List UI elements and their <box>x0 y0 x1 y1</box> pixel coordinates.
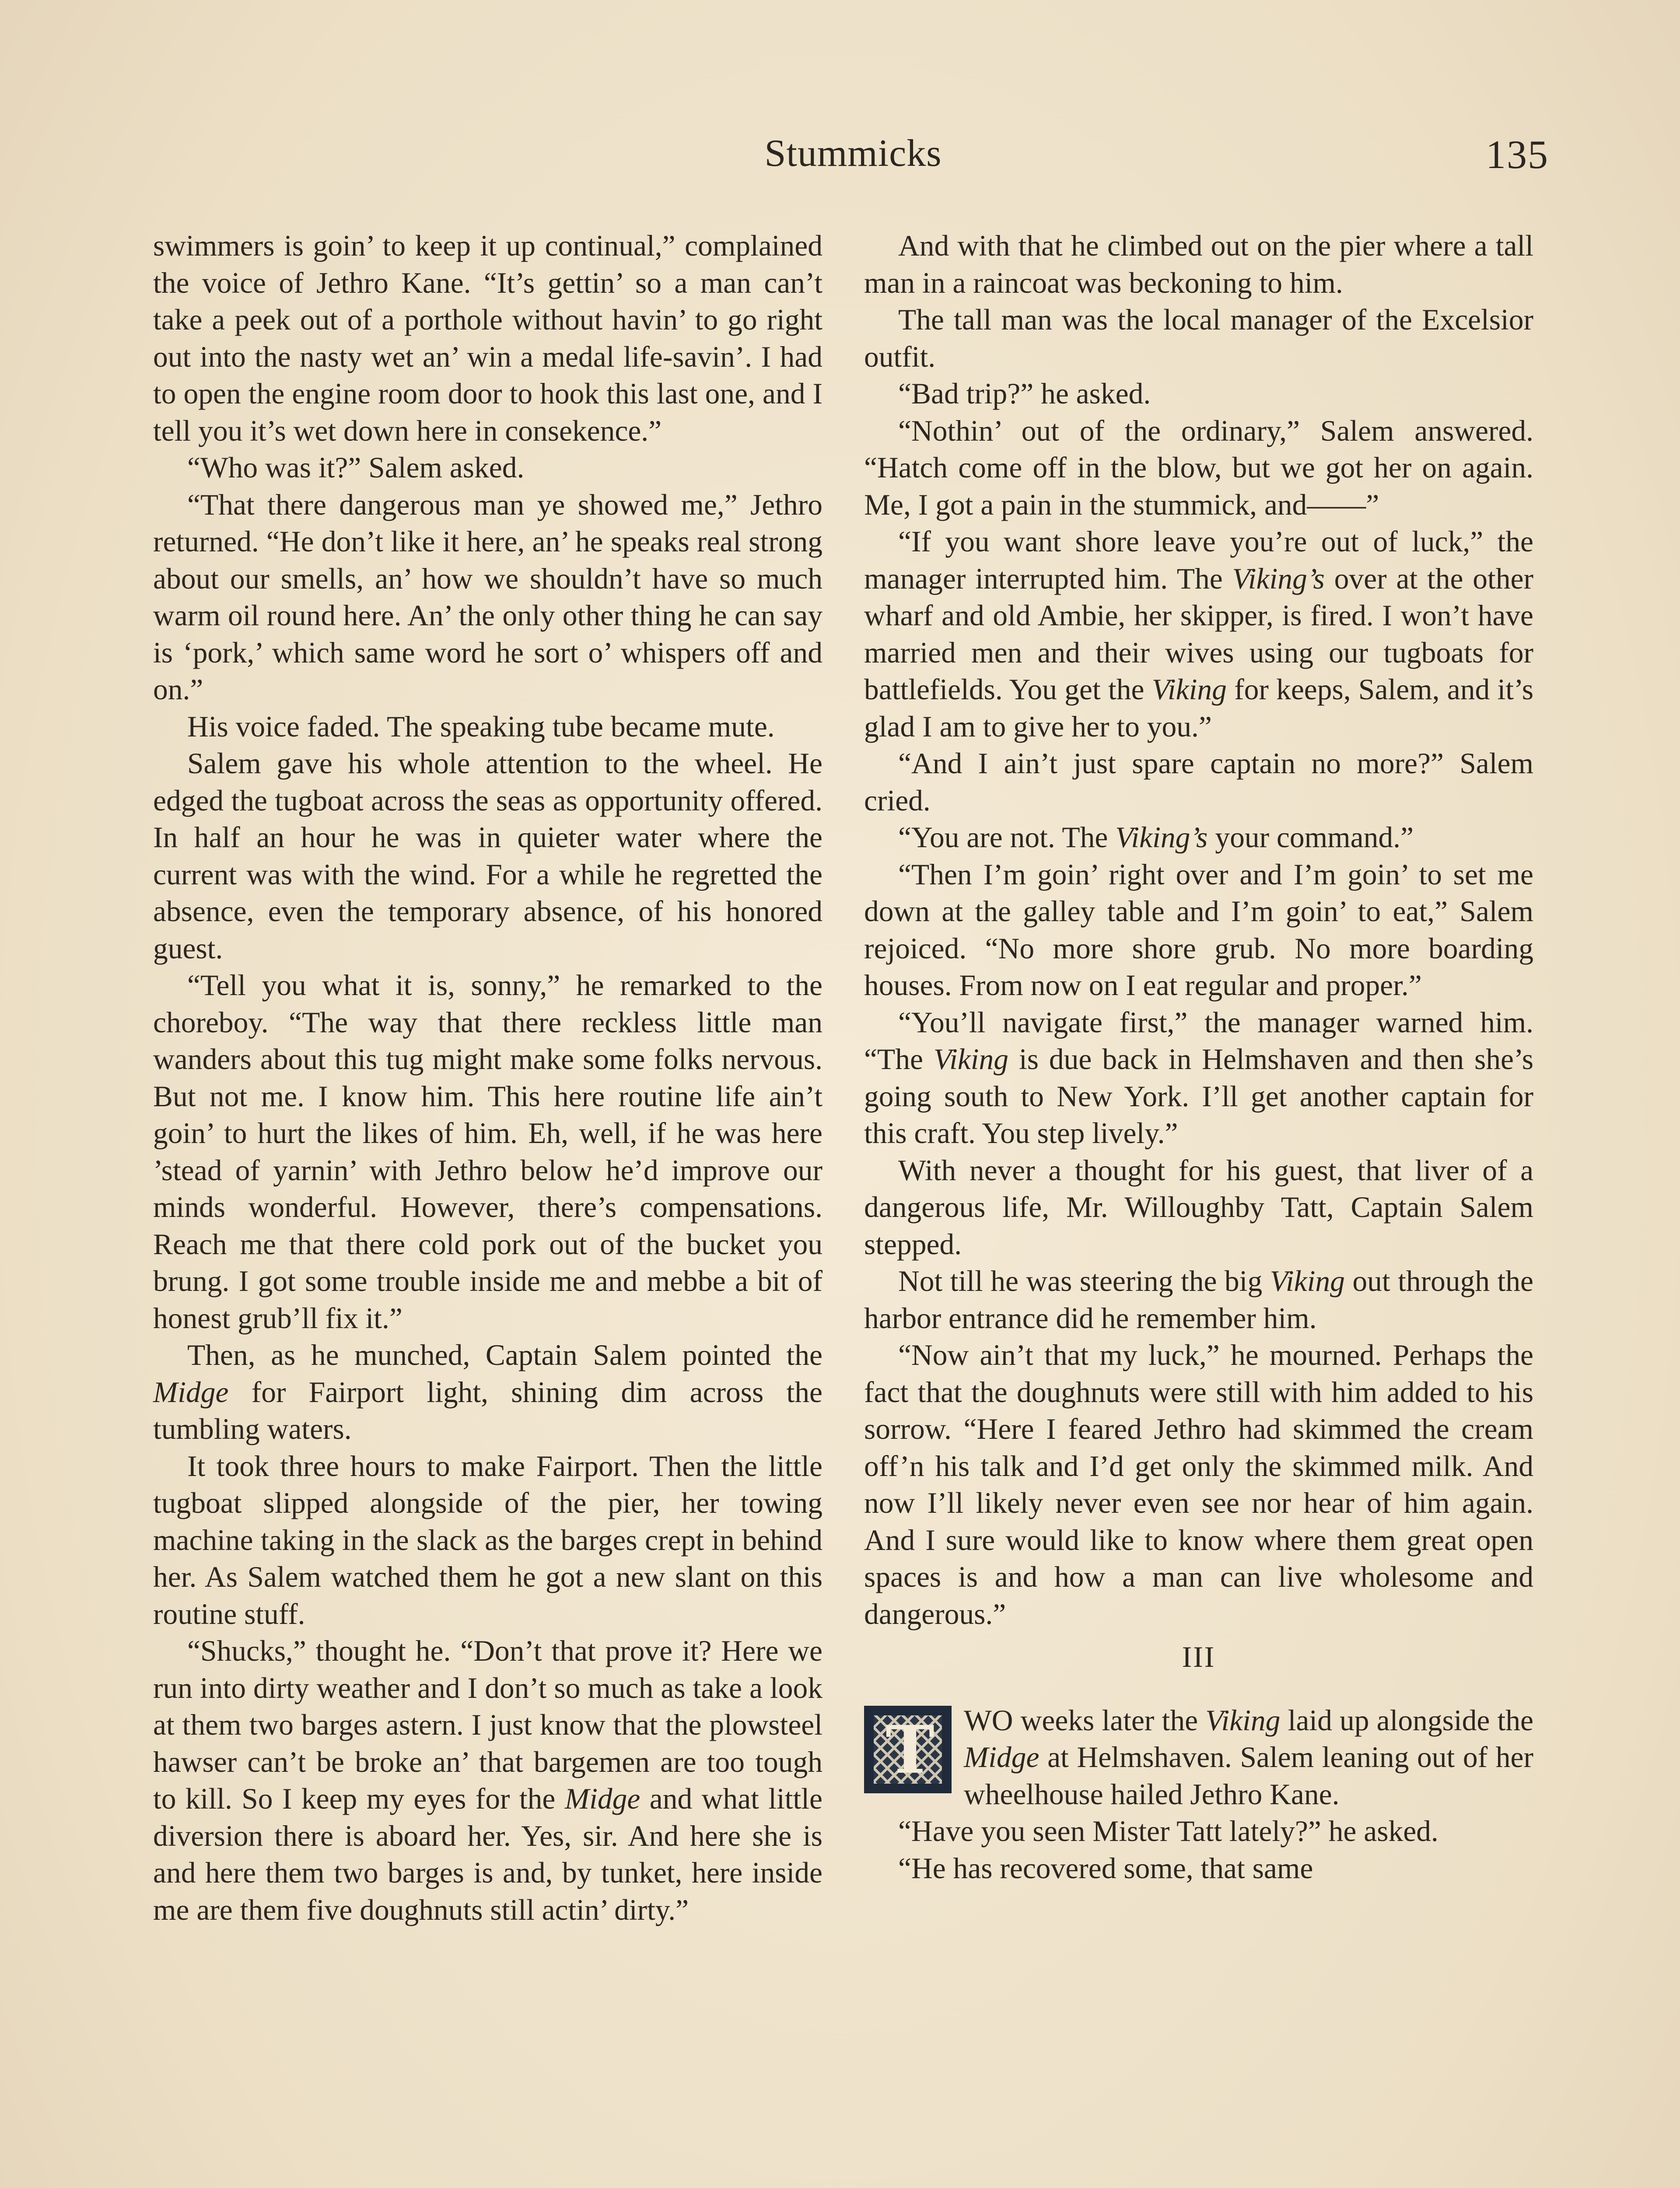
italic-ship-name: Midge <box>564 1782 640 1815</box>
drop-cap-text: WO weeks later the Viking laid up alongside the Midge at Helmshaven. Salem leaning out of her wheelhouse hailed Jethro Kane. <box>964 1704 1533 1811</box>
paragraph: “Now ain’t that my luck,” he mourned. Perhaps the fact that the doughnuts were still with him added to his sorrow. “Here I feared Jethro had skimmed the cream off’n his talk and I’d get only the skimmed milk. And now I’ll likely never even see nor hear of him again. And I sure would like to know where them great open spaces is and how a man can live wholesome and dangerous.” <box>864 1339 1533 1630</box>
right-column-paragraphs <box>864 228 1533 1633</box>
paragraph: Salem gave his whole attention to the wheel. He edged the tugboat across the seas as opportunity offered. In half an hour he was in quieter water where the current was with the wind. For a while he regretted the absence, even the temporary absence, of his honored guest. <box>153 747 822 965</box>
paragraph: It took three hours to make Fairport. Then the little tugboat slipped alongside of the pier, her towing machine taking in the slack as the barges crept in behind her. As Salem watched them he got a new slant on this routine stuff. <box>153 1449 822 1630</box>
paragraph: “You’ll navigate first,” the manager warned him. “The Viking is due back in Helmshaven and then she’s going south to New York. I’ll get another captain for this craft. You step lively.” <box>864 1006 1533 1150</box>
drop-cap-paragraph <box>864 1702 1533 1813</box>
paragraph: “And I ain’t just spare captain no more?” Salem cried. <box>864 747 1533 817</box>
paragraph: With never a thought for his guest, that liver of a dangerous life, Mr. Willoughby Tatt, Captain Salem stepped. <box>864 1154 1533 1261</box>
paragraph: “That there dangerous man ye showed me,” Jethro returned. “He don’t like it here, an’ he speaks real strong about our smells, an’ how we shouldn’t have so much warm oil round here. An’ the only other thing he can say is ‘pork,’ which same word he sort o’ whispers off and on.” <box>153 488 822 706</box>
running-head <box>158 131 1549 184</box>
page-number: 135 <box>1486 132 1549 177</box>
paragraph: “Then I’m goin’ right over and I’m goin’ to set me down at the galley table and I’m goin’ to eat,” Salem rejoiced. “No more shore grub. No more boarding houses. From now on I eat regular and proper.” <box>864 858 1533 1002</box>
running-title: Stummicks <box>764 132 942 175</box>
paragraph: swimmers is goin’ to keep it up continual,” complained the voice of Jethro Kane. “It’s gettin’ so a man can’t take a peek out of a porthole without havin’ to go right out into the nasty wet an’ win a medal life-savin’. I had to open the engine room door to hook this last one, and I tell you it’s wet down here in consekence.” <box>153 229 822 447</box>
italic-ship-name: Viking <box>933 1043 1009 1076</box>
paragraph: “Tell you what it is, sonny,” he remarked to the choreboy. “The way that there reckless little man wanders about this tug might make some folks nervous. But not me. I know him. This here routine life ain’t goin’ to hurt the likes of him. Eh, well, if he was here ’stead of yarnin’ with Jethro below he’d improve our minds wonderful. However, there’s compensations. Reach me that there cold pork out of the bucket you brung. I got some trouble inside me and mebbe a bit of honest grub’ll fix it.” <box>153 969 822 1335</box>
italic-ship-name: Viking <box>1205 1704 1281 1737</box>
paragraph: His voice faded. The speaking tube became mute. <box>187 710 775 743</box>
paragraph: Then, as he munched, Captain Salem pointed the Midge for Fairport light, shining dim across the tumbling waters. <box>153 1339 822 1445</box>
paragraph: “Shucks,” thought he. “Don’t that prove it? Here we run into dirty weather and I don’t so much as take a look at them two barges astern. I just know that the plowsteel hawser can’t be broke an’ that bargemen are too tough to kill. So I keep my eyes for the Midge and what little diversion there is aboard her. Yes, sir. And here she is and here them two barges is and, by tunket, here inside me are them five doughnuts still actin’ dirty.” <box>153 1634 822 1926</box>
italic-ship-name: Viking <box>1270 1265 1345 1297</box>
paragraph: “Bad trip?” he asked. <box>898 377 1151 410</box>
paragraph: “If you want shore leave you’re out of luck,” the manager interrupted him. The Viking’s over at the other wharf and old Ambie, her skipper, is fired. I won’t have married men and their wives using our tugboats for battlefields. You get the Viking for keeps, Salem, and it’s glad I am to give her to you.” <box>864 525 1533 743</box>
drop-cap-letter: T <box>886 1711 930 1788</box>
paragraph: “Nothin’ out of the ordinary,” Salem answered. “Hatch come off in the blow, but we got her on again. Me, I got a pain in the stummick, and——” <box>864 414 1533 521</box>
paragraph: And with that he climbed out on the pier where a tall man in a raincoat was beckoning to him. <box>864 229 1533 299</box>
right-column-closing-paragraphs <box>864 1813 1533 1887</box>
paragraph: The tall man was the local manager of the Excelsior outfit. <box>864 303 1533 373</box>
right-text-column <box>864 228 1533 1887</box>
italic-ship-name: Midge <box>153 1375 229 1409</box>
paragraph: “You are not. The Viking’s your command.” <box>898 821 1414 854</box>
drop-cap-ornament <box>864 1706 952 1793</box>
left-text-column <box>153 228 822 1929</box>
section-heading: III <box>1182 1641 1216 1673</box>
italic-ship-name: Viking’s <box>1115 821 1208 854</box>
paragraph: “He has recovered some, that same <box>898 1851 1313 1885</box>
paragraph: Not till he was steering the big Viking out through the harbor entrance did he remember him. <box>864 1265 1533 1335</box>
italic-ship-name: Midge <box>964 1741 1040 1774</box>
paragraph: “Have you seen Mister Tatt lately?” he asked. <box>898 1815 1438 1848</box>
italic-ship-name: Viking <box>1152 673 1227 706</box>
italic-ship-name: Viking’s <box>1232 562 1325 595</box>
paragraph: “Who was it?” Salem asked. <box>187 451 525 484</box>
